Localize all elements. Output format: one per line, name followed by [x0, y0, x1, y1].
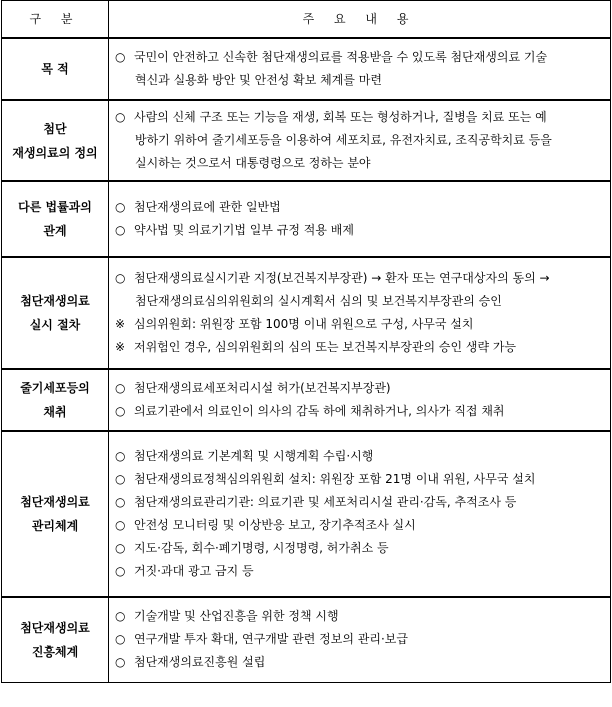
content-text: 국민이 안전하고 신속한 첨단재생의료를 적용받을 수 있도록 첨단재생의료 기술 — [134, 50, 548, 64]
bullet-circle-icon: ○ — [115, 655, 126, 670]
category-label: 다른 법률과의 — [18, 200, 92, 214]
bullet-circle-icon: ○ — [115, 381, 126, 395]
content-text: 첨단재생의료세포처리시설 허가(보건복지부장관) — [134, 381, 391, 395]
content-line — [115, 46, 604, 69]
bullet-circle-icon: ○ — [115, 495, 126, 509]
table-row — [2, 369, 611, 431]
content-line — [115, 196, 604, 219]
bullet-circle-icon: ○ — [115, 449, 126, 463]
content-text: 첨단재생의료에 관한 일반법 — [134, 200, 281, 214]
header-content: 주 요 내 용 — [109, 1, 611, 39]
content-line — [115, 400, 604, 423]
category-label: 첨단 — [43, 121, 67, 136]
table-row — [2, 431, 611, 597]
bullet-circle-icon: ○ — [115, 472, 126, 486]
category-label: 채취 — [43, 405, 67, 419]
content-text: 사람의 신체 구조 또는 기능을 재생, 회복 또는 형성하거나, 질병을 치료 또는 예 — [134, 110, 547, 124]
bullet-circle-icon: ○ — [115, 223, 126, 237]
content-text: 심의위원회: 위원장 포함 100명 이내 위원으로 구성, 사무국 설치 — [134, 317, 474, 331]
category-cell — [2, 597, 109, 682]
content-line — [115, 651, 604, 674]
content-text: 저위험인 경우, 심의위원회의 심의 또는 보건복지부장관의 승인 생략 가능 — [134, 340, 517, 354]
content-continuation: 첨단재생의료심의위원회의 실시계획서 심의 및 보건복지부장관의 승인 — [135, 294, 502, 308]
category-cell — [2, 257, 109, 369]
content-text: 첨단재생의료실시기관 지정(보건복지부장관) → 환자 또는 연구대상자의 동의 → — [134, 271, 550, 285]
content-cell — [109, 257, 611, 369]
bullet-circle-icon: ○ — [115, 541, 126, 555]
category-cell — [2, 369, 109, 431]
category-label: 관계 — [43, 224, 67, 238]
category-label: 진흥체계 — [31, 644, 79, 659]
category-label: 줄기세포등의 — [20, 381, 90, 395]
content-line — [115, 336, 604, 359]
content-continuation: 방하기 위하여 줄기세포등을 이용하여 세포치료, 유전자치료, 조직공학치료 등을 — [135, 133, 552, 147]
content-line — [115, 514, 604, 537]
content-text: 첨단재생의료관리기관: 의료기관 및 세포처리시설 관리·감독, 추적조사 등 — [134, 495, 517, 509]
bullet-circle-icon: ○ — [115, 632, 126, 647]
content-cell — [109, 100, 611, 181]
content-text: 지도·감독, 회수·폐기명령, 시정명령, 허가취소 등 — [134, 541, 389, 555]
content-line — [115, 560, 604, 583]
note-marker-icon: ※ — [115, 340, 126, 354]
category-cell — [2, 100, 109, 181]
content-line — [115, 313, 604, 336]
category-label: 실시 절차 — [29, 318, 81, 332]
content-text: 안전성 모니터링 및 이상반응 보고, 장기추적조사 실시 — [134, 518, 416, 532]
content-line — [115, 491, 604, 514]
table-row — [2, 100, 611, 181]
content-text: 의료기관에서 의료인이 의사의 감독 하에 채취하거나, 의사가 직접 채취 — [134, 404, 505, 418]
content-cell — [109, 369, 611, 431]
content-line — [115, 605, 604, 628]
content-line — [115, 267, 604, 290]
content-text: 첨단재생의료 기본계획 및 시행계획 수립·시행 — [134, 449, 374, 463]
content-text: 약사법 및 의료기기법 일부 규정 적용 배제 — [134, 223, 354, 237]
bullet-circle-icon: ○ — [115, 404, 126, 418]
content-cell — [109, 181, 611, 257]
table-row — [2, 181, 611, 257]
bullet-circle-icon: ○ — [115, 609, 126, 624]
category-cell — [2, 38, 109, 100]
bullet-circle-icon: ○ — [115, 564, 126, 578]
category-label: 관리체계 — [31, 519, 79, 533]
content-line — [115, 377, 604, 400]
note-marker-icon: ※ — [115, 317, 126, 331]
content-text: 기술개발 및 산업진흥을 위한 정책 시행 — [134, 609, 339, 624]
content-line — [115, 445, 604, 468]
category-label: 목 적 — [41, 62, 69, 76]
table-row — [2, 597, 611, 682]
category-label: 재생의료의 정의 — [12, 145, 98, 160]
summary-table — [1, 0, 611, 683]
content-line — [115, 628, 604, 651]
content-line — [115, 537, 604, 560]
content-text: 연구개발 투자 확대, 연구개발 관련 정보의 관리·보급 — [134, 632, 408, 647]
content-continuation: 실시하는 것으로서 대통령령으로 정하는 분야 — [135, 156, 371, 170]
content-text: 거짓·과대 광고 금지 등 — [134, 564, 254, 578]
content-text: 첨단재생의료정책심의위원회 설치: 위원장 포함 21명 이내 위원, 사무국 설치 — [134, 472, 536, 486]
table-row — [2, 38, 611, 100]
header-row — [2, 1, 611, 39]
category-label: 첨단재생의료 — [20, 294, 90, 308]
content-line — [115, 219, 604, 242]
category-cell — [2, 181, 109, 257]
content-cell — [109, 431, 611, 597]
bullet-circle-icon: ○ — [115, 50, 126, 64]
content-line — [115, 468, 604, 491]
bullet-circle-icon: ○ — [115, 110, 126, 124]
header-category: 구 분 — [2, 1, 109, 39]
table-body — [2, 38, 611, 682]
category-label: 첨단재생의료 — [20, 495, 90, 509]
content-cell — [109, 38, 611, 100]
category-label: 첨단재생의료 — [20, 620, 90, 635]
content-text: 첨단재생의료진흥원 설립 — [134, 655, 266, 670]
bullet-circle-icon: ○ — [115, 200, 126, 214]
content-cell — [109, 597, 611, 682]
bullet-circle-icon: ○ — [115, 518, 126, 532]
category-cell — [2, 431, 109, 597]
content-continuation: 혁신과 실용화 방안 및 안전성 확보 체계를 마련 — [135, 73, 382, 87]
table-row — [2, 257, 611, 369]
bullet-circle-icon: ○ — [115, 271, 126, 285]
content-line — [115, 106, 604, 129]
